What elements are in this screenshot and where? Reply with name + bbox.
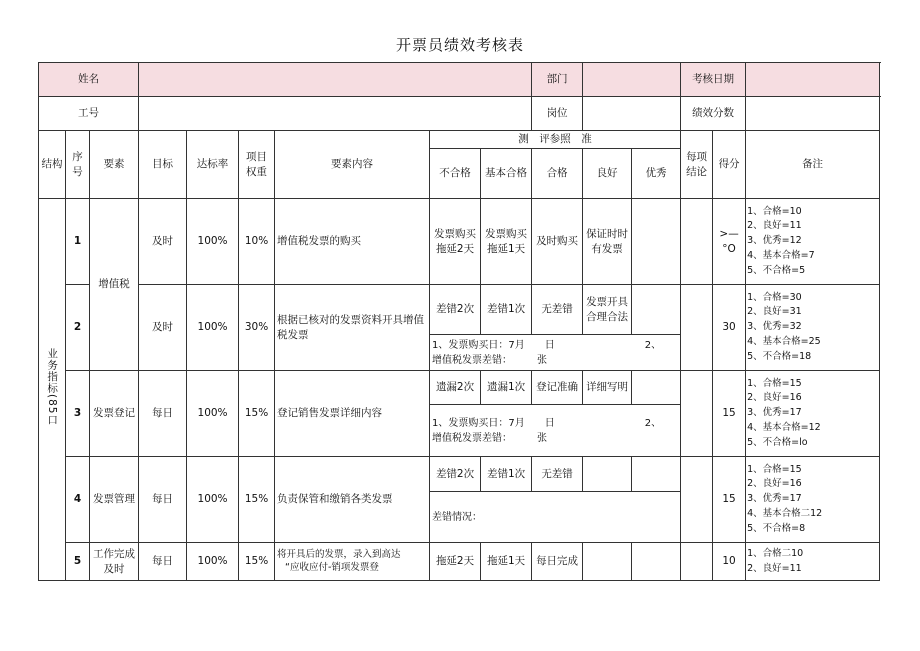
col-content: 要素内容	[275, 131, 430, 199]
remark-line: 5、不合格=8	[747, 522, 806, 534]
col-seq: 序号	[66, 131, 90, 199]
row3-target: 每日	[139, 371, 187, 457]
col-rate: 达标率	[187, 131, 239, 199]
row2-fail: 差错2次	[430, 285, 481, 335]
remark-line: 2、良好=11	[747, 562, 802, 574]
remark-line: 5、不合格=lo	[747, 436, 808, 448]
id-label: 工号	[39, 97, 139, 131]
remark-line: 5、不合格=18	[747, 350, 812, 362]
row5-remarks	[746, 543, 880, 581]
row5-pass: 每日完成	[532, 543, 583, 581]
row1-seq: 1	[66, 199, 90, 285]
col-structure: 结构	[39, 131, 66, 199]
row5-weight: 15%	[239, 543, 275, 581]
remark-line: 2、良好=16	[747, 392, 802, 404]
remark-line: 5、不合格=5	[747, 264, 806, 276]
id-value-field[interactable]	[139, 97, 532, 131]
row4-content: 负责保管和缴销各类发票	[275, 457, 430, 543]
col-weight: 项目权重	[239, 131, 275, 199]
row2-remarks	[746, 285, 880, 371]
row3-note	[430, 405, 681, 457]
row1-content: 增值税发票的购买	[275, 199, 430, 285]
remark-line: 3、优秀=17	[747, 493, 802, 505]
row1-score: >—°O	[713, 199, 746, 285]
remark-line: 3、优秀=12	[747, 235, 802, 247]
row4-good	[583, 457, 632, 492]
row1-remarks	[746, 199, 880, 285]
row1-excellent	[632, 199, 681, 285]
score-label: 绩效分数	[681, 97, 746, 131]
row3-weight: 15%	[239, 371, 275, 457]
row4-fail: 差错2次	[430, 457, 481, 492]
row1-weight: 10%	[239, 199, 275, 285]
row3-conclusion[interactable]	[681, 371, 713, 457]
row4-weight: 15%	[239, 457, 275, 543]
remark-line: 2、良好=31	[747, 306, 802, 318]
row3-score: 15	[713, 371, 746, 457]
group-label: 业务指标(85⼝	[46, 348, 59, 427]
row1-basic: 发票购买拖延1天	[481, 199, 532, 285]
remark-line: 3、优秀=32	[747, 321, 802, 333]
score-value-field[interactable]	[746, 97, 880, 131]
page-title: 开票员绩效考核表	[395, 36, 524, 54]
content-line: 将开具后的发票，录入到高达	[277, 548, 401, 560]
row5-good	[583, 543, 632, 581]
row2-good: 发票开具合理合法	[583, 285, 632, 335]
row3-fail: 遗漏2次	[430, 371, 481, 405]
post-label: 岗位	[532, 97, 583, 131]
row2-content: 根据已核对的发票资料开具增值税发票	[275, 285, 430, 371]
row2-seq: 2	[66, 285, 90, 371]
row3-remarks	[746, 371, 880, 457]
row1-good: 保证时时有发票	[583, 199, 632, 285]
row5-basic: 拖延1天	[481, 543, 532, 581]
row4-target: 每日	[139, 457, 187, 543]
row5-fail: 拖延2天	[430, 543, 481, 581]
date-label: 考核日期	[681, 63, 746, 97]
col-basic: 基本合格	[481, 149, 532, 199]
row5-target: 每日	[139, 543, 187, 581]
row3-content: 登记销售发票详细内容	[275, 371, 430, 457]
row1-pass: 及时购买	[532, 199, 583, 285]
row2-target: 及时	[139, 285, 187, 371]
dept-label: 部门	[532, 63, 583, 97]
row5-content	[275, 543, 430, 581]
remark-line: 4、基本合格=25	[747, 335, 821, 347]
col-remark: 备注	[746, 131, 880, 199]
remark-line: 4、基本合格二12	[747, 507, 823, 519]
date-value-field[interactable]	[746, 63, 880, 97]
note-line: 1、发票购买日：7月 日 2、	[432, 339, 662, 351]
row1-element: 增值税	[90, 199, 139, 371]
row5-score: 10	[713, 543, 746, 581]
row2-pass: 无差错	[532, 285, 583, 335]
dept-value-field[interactable]	[583, 63, 681, 97]
col-excellent: 优秀	[632, 149, 681, 199]
name-value-field[interactable]	[139, 63, 532, 97]
row1-rate: 100%	[187, 199, 239, 285]
row3-element: 发票登记	[90, 371, 139, 457]
remark-line: 1、合格=15	[747, 463, 802, 475]
row4-seq: 4	[66, 457, 90, 543]
name-label: 姓名	[39, 63, 139, 97]
remark-line: 1、合格=15	[747, 377, 802, 389]
note-line: 差错情况：	[432, 511, 483, 523]
row2-note	[430, 335, 681, 371]
remark-line: 3、优秀=17	[747, 407, 802, 419]
remark-line: 1、合格=30	[747, 291, 802, 303]
row4-conclusion[interactable]	[681, 457, 713, 543]
row4-pass: 无差错	[532, 457, 583, 492]
row3-basic: 遗漏1次	[481, 371, 532, 405]
note-line: 增值税发票差错： 张	[432, 354, 548, 366]
row5-element: 工作完成及时	[90, 543, 139, 581]
group-label-cell	[39, 199, 66, 581]
row2-excellent	[632, 285, 681, 335]
post-value-field[interactable]	[583, 97, 681, 131]
remark-line: 4、基本合格=12	[747, 421, 821, 433]
col-element: 要素	[90, 131, 139, 199]
row5-rate: 100%	[187, 543, 239, 581]
row3-pass: 登记准确	[532, 371, 583, 405]
content-line: “应收应付-销项发票登	[285, 561, 379, 573]
remark-line: 4、基本合格=7	[747, 249, 815, 261]
col-score: 得分	[713, 131, 746, 199]
col-fail: 不合格	[430, 149, 481, 199]
row1-fail: 发票购买拖延2天	[430, 199, 481, 285]
row4-excellent	[632, 457, 681, 492]
evaluation-table	[38, 62, 880, 581]
row1-target: 及时	[139, 199, 187, 285]
remark-line: 2、良好=11	[747, 220, 802, 232]
remark-line: 1、合格二10	[747, 547, 804, 559]
col-target: 目标	[139, 131, 187, 199]
row4-rate: 100%	[187, 457, 239, 543]
row4-element: 发票管理	[90, 457, 139, 543]
row4-remarks	[746, 457, 880, 543]
note-line: 增值税发票差错： 张	[432, 432, 548, 444]
row3-good: 详细写明	[583, 371, 632, 405]
row2-rate: 100%	[187, 285, 239, 371]
row3-rate: 100%	[187, 371, 239, 457]
row2-conclusion[interactable]	[681, 285, 713, 371]
row5-conclusion[interactable]	[681, 543, 713, 581]
row5-excellent	[632, 543, 681, 581]
remark-line: 2、良好=16	[747, 478, 802, 490]
col-good: 良好	[583, 149, 632, 199]
col-conclusion: 每项结论	[681, 131, 713, 199]
row2-score: 30	[713, 285, 746, 371]
row4-score: 15	[713, 457, 746, 543]
row5-seq: 5	[66, 543, 90, 581]
row4-basic: 差错1次	[481, 457, 532, 492]
row2-basic: 差错1次	[481, 285, 532, 335]
row2-weight: 30%	[239, 285, 275, 371]
row3-excellent	[632, 371, 681, 405]
row3-seq: 3	[66, 371, 90, 457]
row4-note	[430, 492, 681, 543]
row1-conclusion[interactable]	[681, 199, 713, 285]
remark-line: 1、合格=10	[747, 205, 802, 217]
note-line: 1、发票购买日：7月 日 2、	[432, 417, 662, 429]
col-reference-group: 测 评参照 准	[430, 131, 681, 149]
col-pass: 合格	[532, 149, 583, 199]
